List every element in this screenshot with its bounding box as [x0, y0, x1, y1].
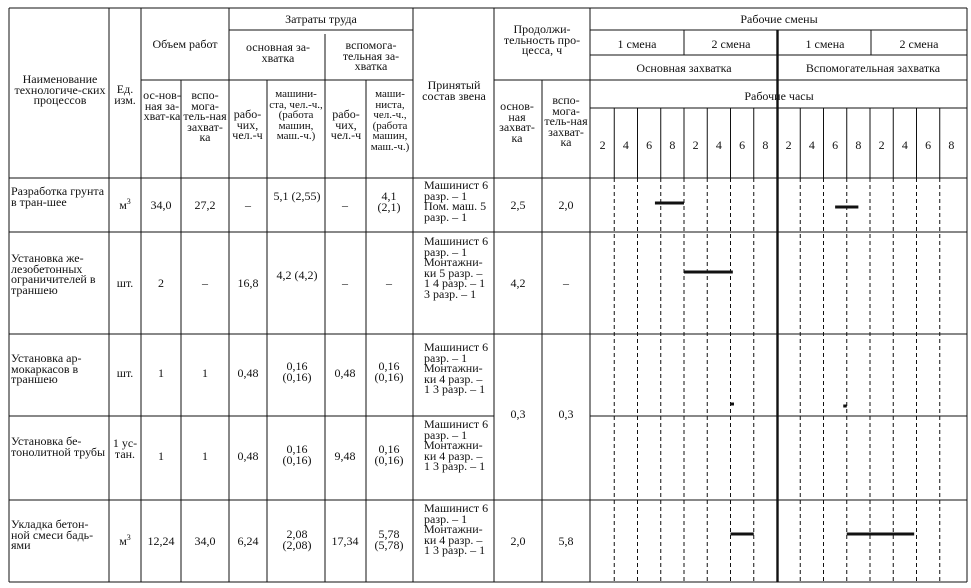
- row-3-dur-aux: 0,3: [558, 407, 574, 421]
- row-4-crew: Машинист 6 разр. – 1 Монтажни-ки 4 разр. – 1 3 разр. – 1: [424, 417, 489, 474]
- row-4-mach-main: 0,16 (0,16): [282, 442, 312, 467]
- hour-tick-1: 2: [599, 138, 606, 152]
- gantt-bar-row-5-aux: [847, 533, 914, 536]
- row-1-dur-main: 2,5: [510, 198, 526, 212]
- gantt-bar-row-1-aux: [835, 206, 858, 209]
- row-3-workers-aux: 0,48: [334, 366, 356, 380]
- gantt-bar-row-1-main: [655, 202, 684, 205]
- row-2-unit: шт.: [116, 276, 134, 290]
- row-5-workers-main: 6,24: [237, 534, 259, 548]
- row-2-workers-main: 16,8: [237, 276, 259, 290]
- hour-tick-3: 6: [646, 138, 653, 152]
- row-5-mach-aux: 5,78 (5,78): [374, 527, 404, 552]
- row-1-workers-main: –: [245, 198, 251, 212]
- row-1-name: Разработка грунта в тран-шее: [11, 184, 105, 209]
- row-5-name: Укладка бетон-ной смеси бадь-ями: [11, 517, 94, 553]
- row-1-dur-aux: 2,0: [558, 198, 574, 212]
- row-2-workers-aux: –: [342, 276, 348, 290]
- row-3-name: Установка ар-мокаркасов в траншею: [11, 351, 82, 387]
- hour-tick-4: 8: [669, 138, 676, 152]
- row-5-crew: Машинист 6 разр. – 1 Монтажни-ки 4 разр. – 1 3 разр. – 1: [424, 501, 489, 558]
- row-3-mach-main: 0,16 (0,16): [282, 359, 312, 384]
- row-2-vol-aux: –: [202, 276, 208, 290]
- hour-tick-7: 6: [739, 138, 746, 152]
- hour-tick-16: 8: [948, 138, 955, 152]
- row-3-workers-main: 0,48: [237, 366, 259, 380]
- header-labor-costs: Затраты труда: [285, 12, 357, 26]
- hour-tick-15: 6: [925, 138, 932, 152]
- row-2-mach-main: 4,2 (4,2): [276, 268, 318, 282]
- hour-tick-6: 4: [715, 138, 722, 152]
- row-4-mach-aux: 0,16 (0,16): [374, 442, 404, 467]
- header-volume: Объем работ: [152, 37, 218, 51]
- header-process-name: Наименование технологиче-ских процессов: [14, 72, 106, 108]
- hour-tick-10: 4: [808, 138, 815, 152]
- header-labor-aux: вспомога-тельная за-хватка: [342, 38, 400, 74]
- gantt-bar-row-3-main: [731, 403, 734, 406]
- row-5-unit: $м^3$: [119, 533, 131, 548]
- header-shift-2: 2 смена: [711, 37, 751, 51]
- header-hours: Рабочие часы: [744, 89, 814, 103]
- row-5-dur-aux: 5,8: [558, 534, 574, 548]
- header-shift-3: 1 смена: [805, 37, 845, 51]
- row-2-mach-aux: –: [386, 276, 392, 290]
- row-5-vol-main: 12,24: [147, 534, 175, 548]
- hour-tick-12: 8: [855, 138, 862, 152]
- hour-tick-2: 4: [622, 138, 629, 152]
- row-5-vol-aux: 34,0: [194, 534, 216, 548]
- row-3-unit: шт.: [116, 366, 134, 380]
- header-volume-aux: вспо-мога-тель-ная захват-ка: [183, 88, 227, 145]
- row-4-unit: 1 ус-тан.: [112, 436, 138, 461]
- hour-tick-14: 4: [901, 138, 908, 152]
- row-3-crew: Машинист 6 разр. – 1 Монтажни-ки 4 разр. – 1 3 разр. – 1: [424, 340, 489, 397]
- gantt-bar-row-2-main: [684, 271, 733, 274]
- header-unit: Ед. изм.: [114, 82, 136, 107]
- header-crew: Принятый состав звена: [422, 78, 486, 103]
- row-3-dur-main: 0,3: [510, 407, 526, 421]
- header-labor-main: основная за-хватка: [245, 40, 311, 65]
- header-shift-1: 1 смена: [617, 37, 657, 51]
- hour-tick-5: 2: [692, 138, 699, 152]
- row-1-crew: Машинист 6 разр. – 1 Пом. маш. 5 разр. – 1: [424, 178, 489, 224]
- header-machinists-main: машини-ста, чел.-ч., (работа машин, маш.-ч.): [269, 88, 323, 142]
- header-duration-aux: вспо-мога-тель-ная захват-ка: [544, 93, 588, 150]
- row-1-mach-main: 5,1 (2,55): [273, 189, 321, 203]
- header-shift-4: 2 смена: [899, 37, 939, 51]
- row-2-dur-aux: –: [563, 276, 569, 290]
- row-1-vol-main: 34,0: [150, 198, 172, 212]
- header-workers-main: рабо-чих, чел.-ч: [232, 107, 263, 143]
- hour-tick-13: 2: [878, 138, 885, 152]
- row-5-mach-main: 2,08 (2,08): [282, 527, 312, 552]
- row-1-unit: $м^3$: [119, 197, 131, 212]
- row-3-vol-aux: 1: [202, 366, 208, 380]
- row-3-vol-main: 1: [158, 366, 164, 380]
- row-4-workers-main: 0,48: [237, 449, 259, 463]
- hour-tick-8: 8: [762, 138, 769, 152]
- hour-tick-9: 2: [785, 138, 792, 152]
- row-2-crew: Машинист 6 разр. – 1 Монтажни-ки 5 разр. – 1 4 разр. – 1 3 разр. – 1: [424, 234, 489, 301]
- row-1-mach-aux: 4,1 (2,1): [377, 189, 401, 214]
- row-1-workers-aux: –: [342, 198, 348, 212]
- row-4-vol-aux: 1: [202, 449, 208, 463]
- row-5-dur-main: 2,0: [510, 534, 526, 548]
- row-4-name: Установка бе-тонолитной трубы: [11, 434, 106, 459]
- row-2-name: Установка же-лезобетонных ограничителей в траншею: [11, 251, 96, 297]
- row-5-workers-aux: 17,34: [331, 534, 359, 548]
- header-duration-main: основ-ная захват-ка: [499, 99, 535, 145]
- row-1-vol-aux: 27,2: [194, 198, 216, 212]
- row-4-workers-aux: 9,48: [334, 449, 356, 463]
- header-machinists-aux: маши-ниста, чел.-ч., (работа машин, маш.-ч.): [370, 88, 410, 153]
- header-shifts: Рабочие смены: [740, 12, 818, 26]
- gantt-bar-row-5-main: [731, 533, 754, 536]
- row-4-vol-main: 1: [158, 449, 164, 463]
- row-2-vol-main: 2: [158, 276, 164, 290]
- gantt-bar-row-3-aux: [843, 405, 846, 408]
- header-duration: Продолжи-тельность про-цесса, ч: [503, 22, 581, 58]
- header-workers-aux: рабо-чих, чел.-ч: [330, 107, 362, 143]
- header-grip-aux: Вспомогательная захватка: [805, 61, 941, 75]
- hour-tick-11: 6: [832, 138, 839, 152]
- header-volume-main: ос-нов-ная за-хват-ка: [143, 88, 181, 124]
- row-3-mach-aux: 0,16 (0,16): [374, 359, 404, 384]
- row-2-dur-main: 4,2: [510, 276, 526, 290]
- header-grip-main: Основная захватка: [636, 61, 732, 75]
